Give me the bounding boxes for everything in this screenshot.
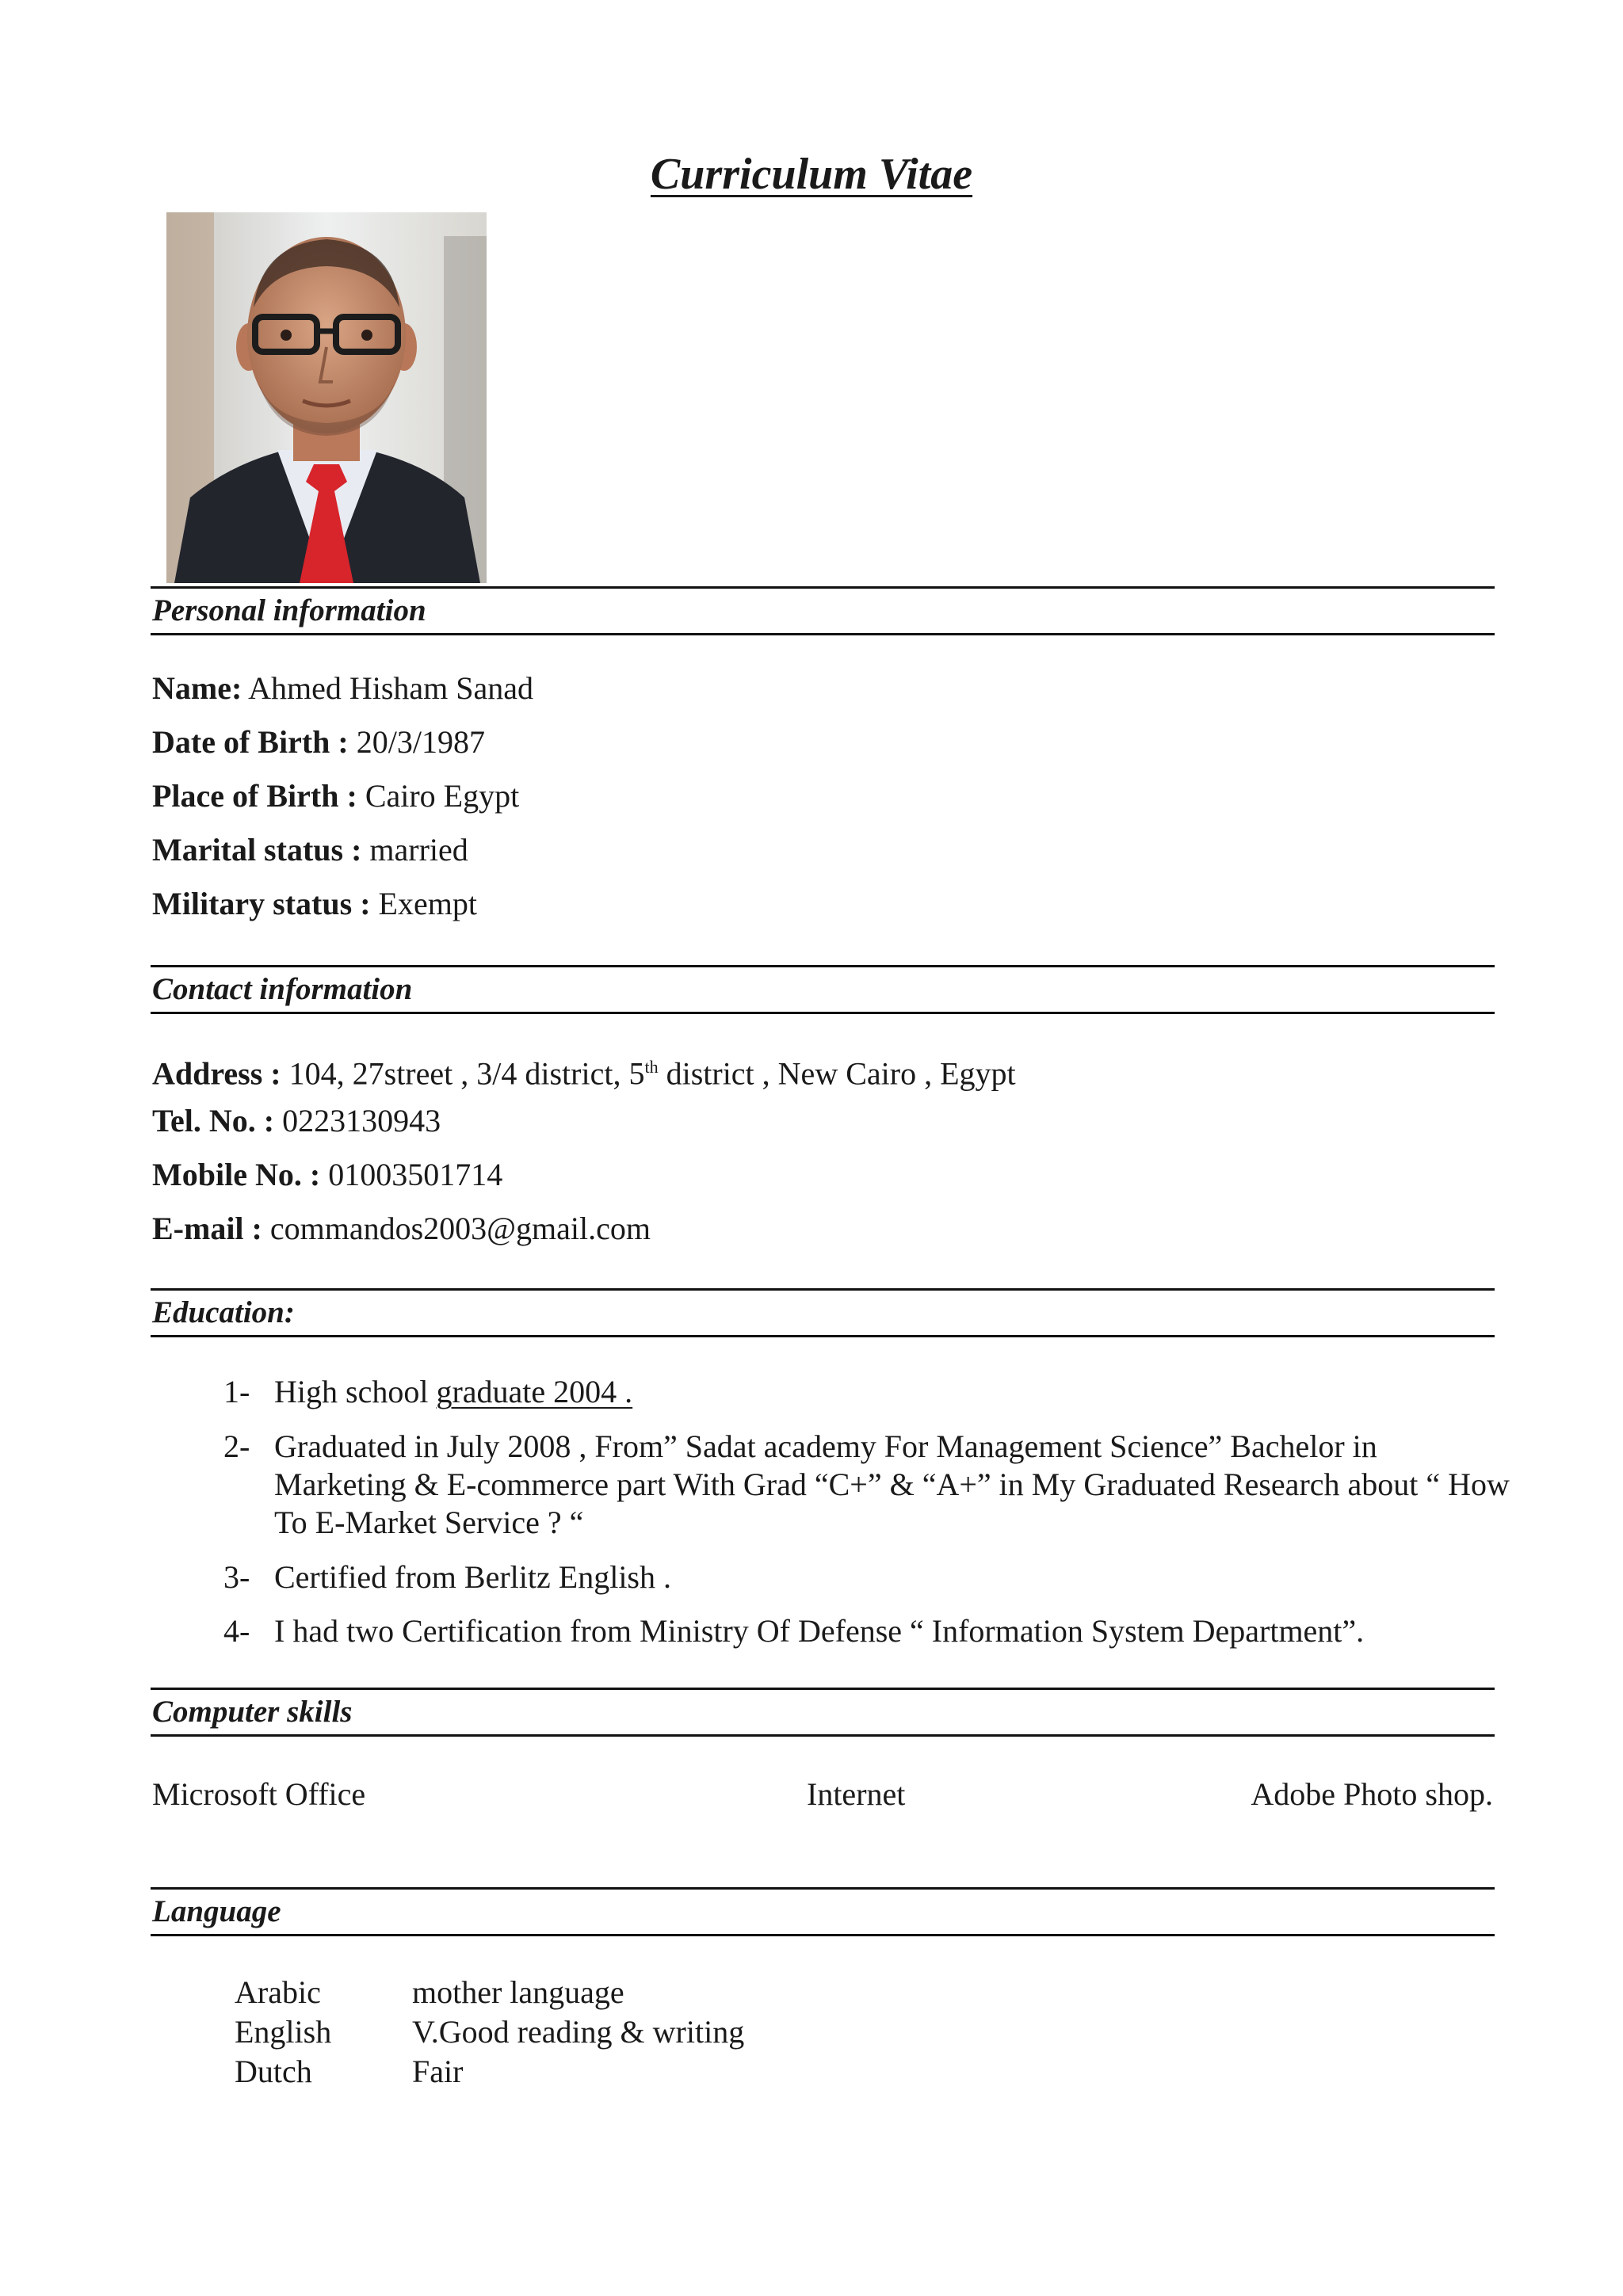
- pob-value: Cairo Egypt: [357, 778, 520, 814]
- mobile-field: [152, 1155, 502, 1195]
- address-field: [152, 1047, 1016, 1093]
- section-title: Contact information: [152, 972, 413, 1006]
- address-superscript: th: [644, 1057, 659, 1077]
- section-title: Personal information: [152, 593, 426, 627]
- list-number: 3-: [223, 1559, 250, 1595]
- marital-value: married: [361, 832, 468, 868]
- tel-value: 0223130943: [274, 1103, 441, 1138]
- profile-photo: [166, 212, 487, 583]
- email-field: [152, 1209, 651, 1249]
- email-label: E-mail :: [152, 1211, 262, 1246]
- skill-item: Internet: [807, 1776, 906, 1812]
- language-level: V.Good reading & writing: [412, 2014, 745, 2050]
- tel-field: [152, 1101, 441, 1141]
- education-text: Graduated in July 2008 , From” Sadat academy For Management Science” Bachelor in Marketing & E-commerce part With Grad “C+” & “A+” in My Graduated Research about “ How To E-Market Service ? “: [274, 1428, 1510, 1540]
- language-name: Arabic: [235, 1974, 321, 2010]
- education-text: [274, 1373, 1510, 1411]
- military-field: [152, 884, 477, 924]
- skill-item: Microsoft Office: [152, 1776, 366, 1812]
- pob-label: Place of Birth :: [152, 778, 357, 814]
- dob-value: 20/3/1987: [348, 724, 485, 760]
- pob-field: [152, 776, 519, 816]
- address-value: 104, 27street , 3/4 district, 5: [281, 1055, 645, 1092]
- language-name: English: [235, 2014, 332, 2050]
- dob-field: [152, 723, 485, 762]
- page-title: Curriculum Vitae: [650, 150, 973, 199]
- military-label: Military status :: [152, 886, 371, 921]
- list-number: 4-: [223, 1613, 250, 1649]
- education-text: I had two Certification from Ministry Of Defense “ Information System Department”.: [274, 1613, 1365, 1649]
- name-field: [152, 669, 533, 708]
- language-level: Fair: [412, 2054, 464, 2089]
- education-text-part: High school: [274, 1374, 437, 1409]
- education-text: Certified from Berlitz English .: [274, 1559, 671, 1595]
- portrait-image: [166, 212, 487, 583]
- section-personal-information: [151, 586, 1495, 635]
- language-level: mother language: [412, 1974, 624, 2010]
- email-value: commandos2003@gmail.com: [262, 1211, 651, 1246]
- name-value: Ahmed Hisham Sanad: [242, 670, 534, 706]
- mobile-value: 01003501714: [320, 1157, 503, 1192]
- marital-label: Marital status :: [152, 832, 362, 868]
- military-value: Exempt: [370, 886, 477, 921]
- section-language: [151, 1887, 1495, 1936]
- name-label: Name:: [152, 670, 242, 706]
- education-text-underlined: graduate 2004 .: [436, 1374, 633, 1409]
- marital-field: [152, 830, 468, 870]
- section-education: [151, 1288, 1495, 1337]
- list-number: 1-: [223, 1374, 250, 1409]
- section-title: Computer skills: [152, 1695, 353, 1729]
- list-number: 2-: [223, 1428, 250, 1464]
- section-contact-information: [151, 965, 1495, 1014]
- skill-item: Adobe Photo shop.: [1251, 1776, 1493, 1812]
- address-value-rest: district , New Cairo , Egypt: [658, 1055, 1016, 1092]
- language-name: Dutch: [235, 2054, 312, 2089]
- tel-label: Tel. No. :: [152, 1103, 275, 1138]
- section-title: Education:: [152, 1295, 295, 1329]
- section-computer-skills: [151, 1688, 1495, 1737]
- dob-label: Date of Birth :: [152, 724, 349, 760]
- address-label: Address :: [152, 1055, 281, 1092]
- mobile-label: Mobile No. :: [152, 1157, 321, 1192]
- section-title: Language: [152, 1894, 281, 1928]
